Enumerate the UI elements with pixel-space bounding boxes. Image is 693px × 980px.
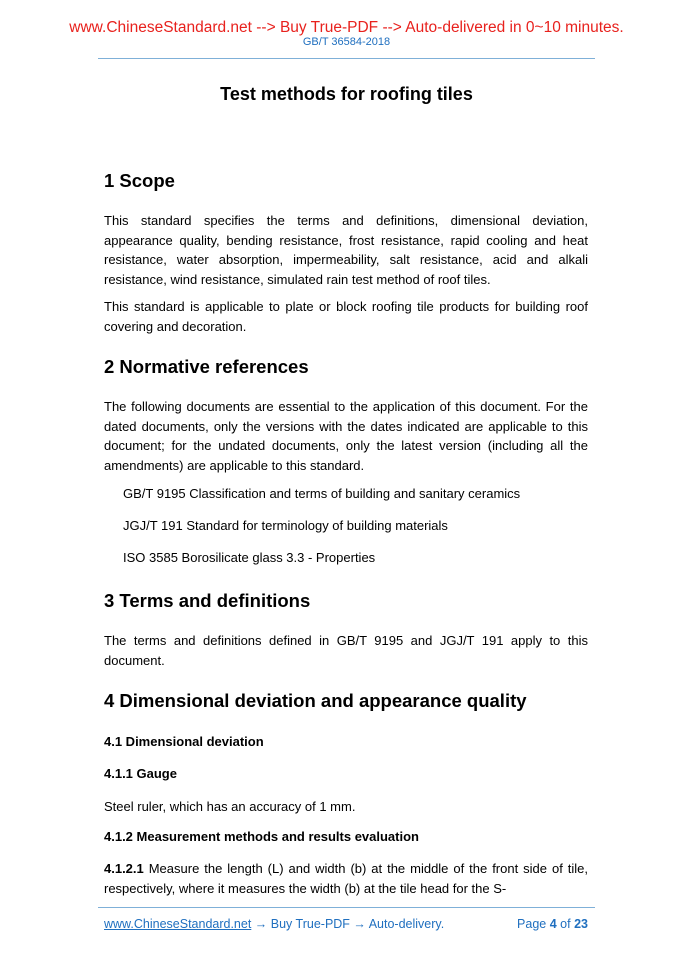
header-divider (98, 58, 595, 59)
reference-item: ISO 3585 Borosilicate glass 3.3 - Properties (123, 550, 376, 565)
reference-item: GB/T 9195 Classification and terms of building and sanitary ceramics (123, 486, 521, 501)
clause-number: 4.1.2.1 (104, 861, 144, 876)
normative-paragraph-1: The following documents are essential to the application of this document. For the dated documents, only the versions with the dates indicated are applicable to this document; for the undated documents, only the latest version (including all the amendments) are applicable to this standard. (104, 399, 588, 473)
document-title: Test methods for roofing tiles (220, 84, 473, 104)
footer-divider (98, 907, 595, 908)
clause-4-1-2-1-paragraph (104, 859, 588, 898)
footer-trail-text: → Buy True-PDF → Auto-delivery. (251, 917, 445, 931)
standard-code: GB/T 36584-2018 (302, 36, 391, 48)
page-label: Page (517, 917, 547, 931)
subsection-heading-4-1: 4.1 Dimensional deviation (104, 734, 264, 749)
section-heading-normative-references: 2 Normative references (104, 356, 309, 377)
section-heading-terms: 3 Terms and definitions (104, 590, 311, 611)
promo-banner[interactable]: www.ChineseStandard.net --> Buy True-PDF --> Auto-delivered in 0~10 minutes. (69, 19, 624, 36)
page-indicator (517, 917, 588, 931)
section-heading-dimensional: 4 Dimensional deviation and appearance quality (104, 690, 527, 711)
scope-paragraph-2: This standard is applicable to plate or block roofing tile products for building roof covering and decoration. (104, 299, 588, 334)
terms-paragraph-1: The terms and definitions defined in GB/T 9195 and JGJ/T 191 apply to this document. (104, 633, 588, 668)
reference-item: JGJ/T 191 Standard for terminology of building materials (123, 518, 448, 533)
page-footer (104, 917, 588, 931)
scope-paragraph-1: This standard specifies the terms and definitions, dimensional deviation, appearance quality, bending resistance, frost resistance, rapid cooling and heat resistance, water absorption, impermeability, salt resistance, acid and alkali resistance, wind resistance, simulated rain test method of roof tiles. (104, 213, 588, 287)
subsection-heading-4-1-1: 4.1.1 Gauge (104, 766, 177, 781)
gauge-paragraph: Steel ruler, which has an accuracy of 1 mm. (104, 799, 356, 814)
page-total: 23 (574, 917, 588, 931)
section-heading-scope: 1 Scope (104, 170, 175, 191)
footer-site-link[interactable]: www.ChineseStandard.net (104, 917, 252, 931)
page-current: 4 (549, 917, 557, 931)
clause-text: Measure the length (L) and width (b) at the middle of the front side of tile, respectively, where it measures the width (b) at the tile head for the S- (104, 861, 588, 896)
page-of: of (560, 917, 571, 931)
subsection-heading-4-1-2: 4.1.2 Measurement methods and results evaluation (104, 829, 419, 844)
